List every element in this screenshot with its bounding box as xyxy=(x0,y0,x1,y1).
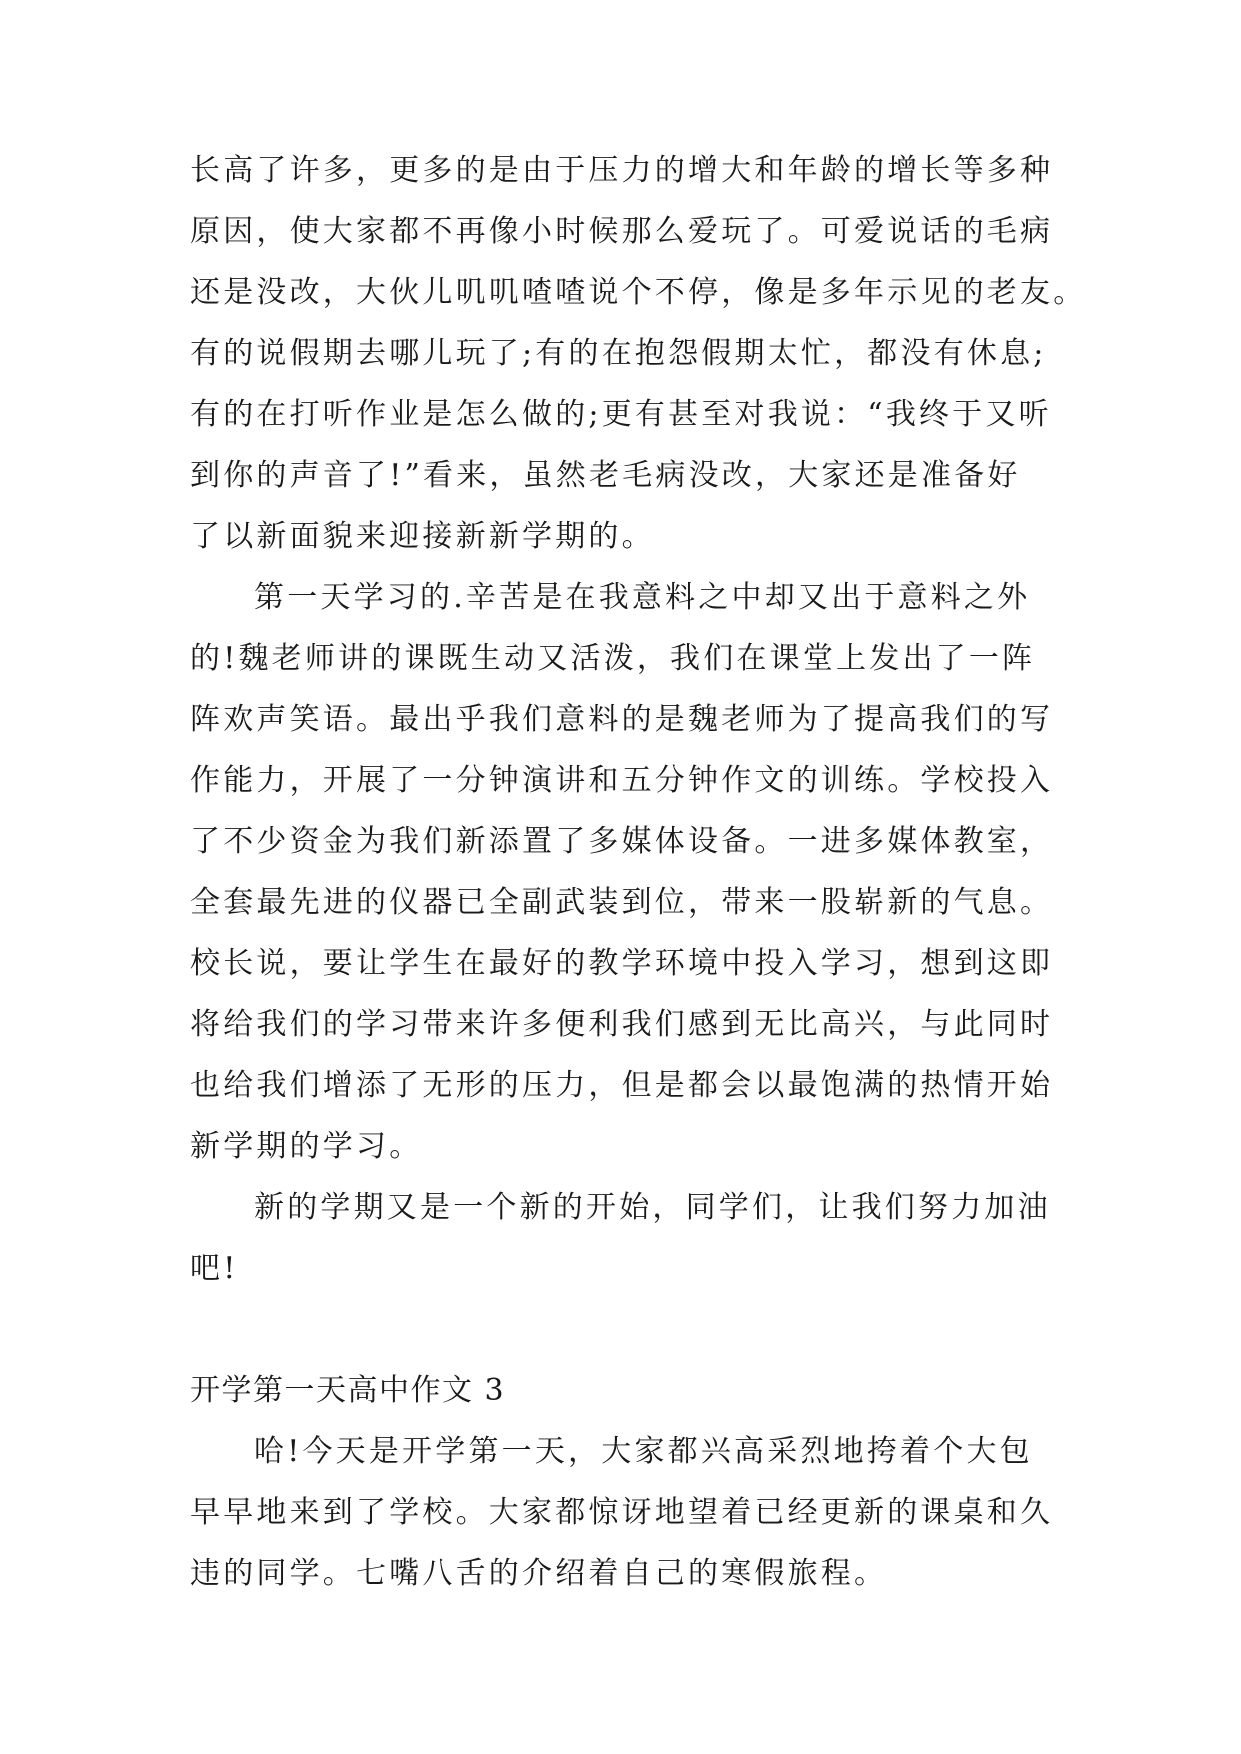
text-line: 有的在打听作业是怎么做的;更有甚至对我说：“我终于又听 xyxy=(190,397,1052,432)
text-line: 作能力，开展了一分钟演讲和五分钟作文的训练。学校投入 xyxy=(190,763,1054,798)
text-line: 长高了许多，更多的是由于压力的增大和年龄的增长等多种 xyxy=(190,153,1054,188)
text-line: 全套最先进的仪器已全副武装到位，带来一股崭新的气息。 xyxy=(190,885,1054,920)
document-page xyxy=(190,140,1087,1604)
text-line: 吧! xyxy=(190,1251,239,1286)
text-line: 有的说假期去哪儿玩了;有的在抱怨假期太忙，都没有休息; xyxy=(190,336,1047,371)
text-line: 到你的声音了!”看来，虽然老毛病没改，大家还是准备好 xyxy=(190,458,1021,493)
paragraph xyxy=(190,1421,1054,1604)
text-line: 违的同学。七嘴八舌的介绍着自己的寒假旅程。 xyxy=(190,1556,888,1591)
text-line: 也给我们增添了无形的压力，但是都会以最饱满的热情开始 xyxy=(190,1068,1054,1103)
paragraph xyxy=(190,140,1087,567)
text-line: 新的学期又是一个新的开始，同学们，让我们努力加油 xyxy=(254,1190,1051,1225)
text-line: 原因，使大家都不再像小时候那么爱玩了。可爱说话的毛病 xyxy=(190,214,1054,249)
blank-line xyxy=(190,1299,1050,1360)
text-line: 了不少资金为我们新添置了多媒体设备。一进多媒体教室， xyxy=(190,824,1054,859)
text-line: 新学期的学习。 xyxy=(190,1129,423,1164)
text-line: 阵欢声笑语。最出乎我们意料的是魏老师为了提高我们的写 xyxy=(190,702,1054,737)
text-line: 的!魏老师讲的课既生动又活泼，我们在课堂上发出了一阵 xyxy=(190,641,1036,676)
paragraph xyxy=(190,1177,1050,1299)
text-line: 还是没改，大伙儿叽叽喳喳说个不停，像是多年示见的老友。 xyxy=(190,275,1087,310)
text-line: 校长说，要让学生在最好的教学环境中投入学习，想到这即 xyxy=(190,946,1054,981)
paragraph xyxy=(190,567,1054,1177)
text-line: 了以新面貌来迎接新新学期的。 xyxy=(190,519,655,554)
text-line: 早早地来到了学校。大家都惊讶地望着已经更新的课桌和久 xyxy=(190,1495,1054,1530)
text-line: 将给我们的学习带来许多便利我们感到无比高兴，与此同时 xyxy=(190,1007,1054,1042)
text-line: 哈!今天是开学第一天，大家都兴高采烈地挎着个大包 xyxy=(254,1434,1033,1469)
text-line: 第一天学习的.辛苦是在我意料之中却又出于意料之外 xyxy=(254,580,1031,615)
section-title: 开学第一天高中作文 3 xyxy=(190,1373,506,1408)
